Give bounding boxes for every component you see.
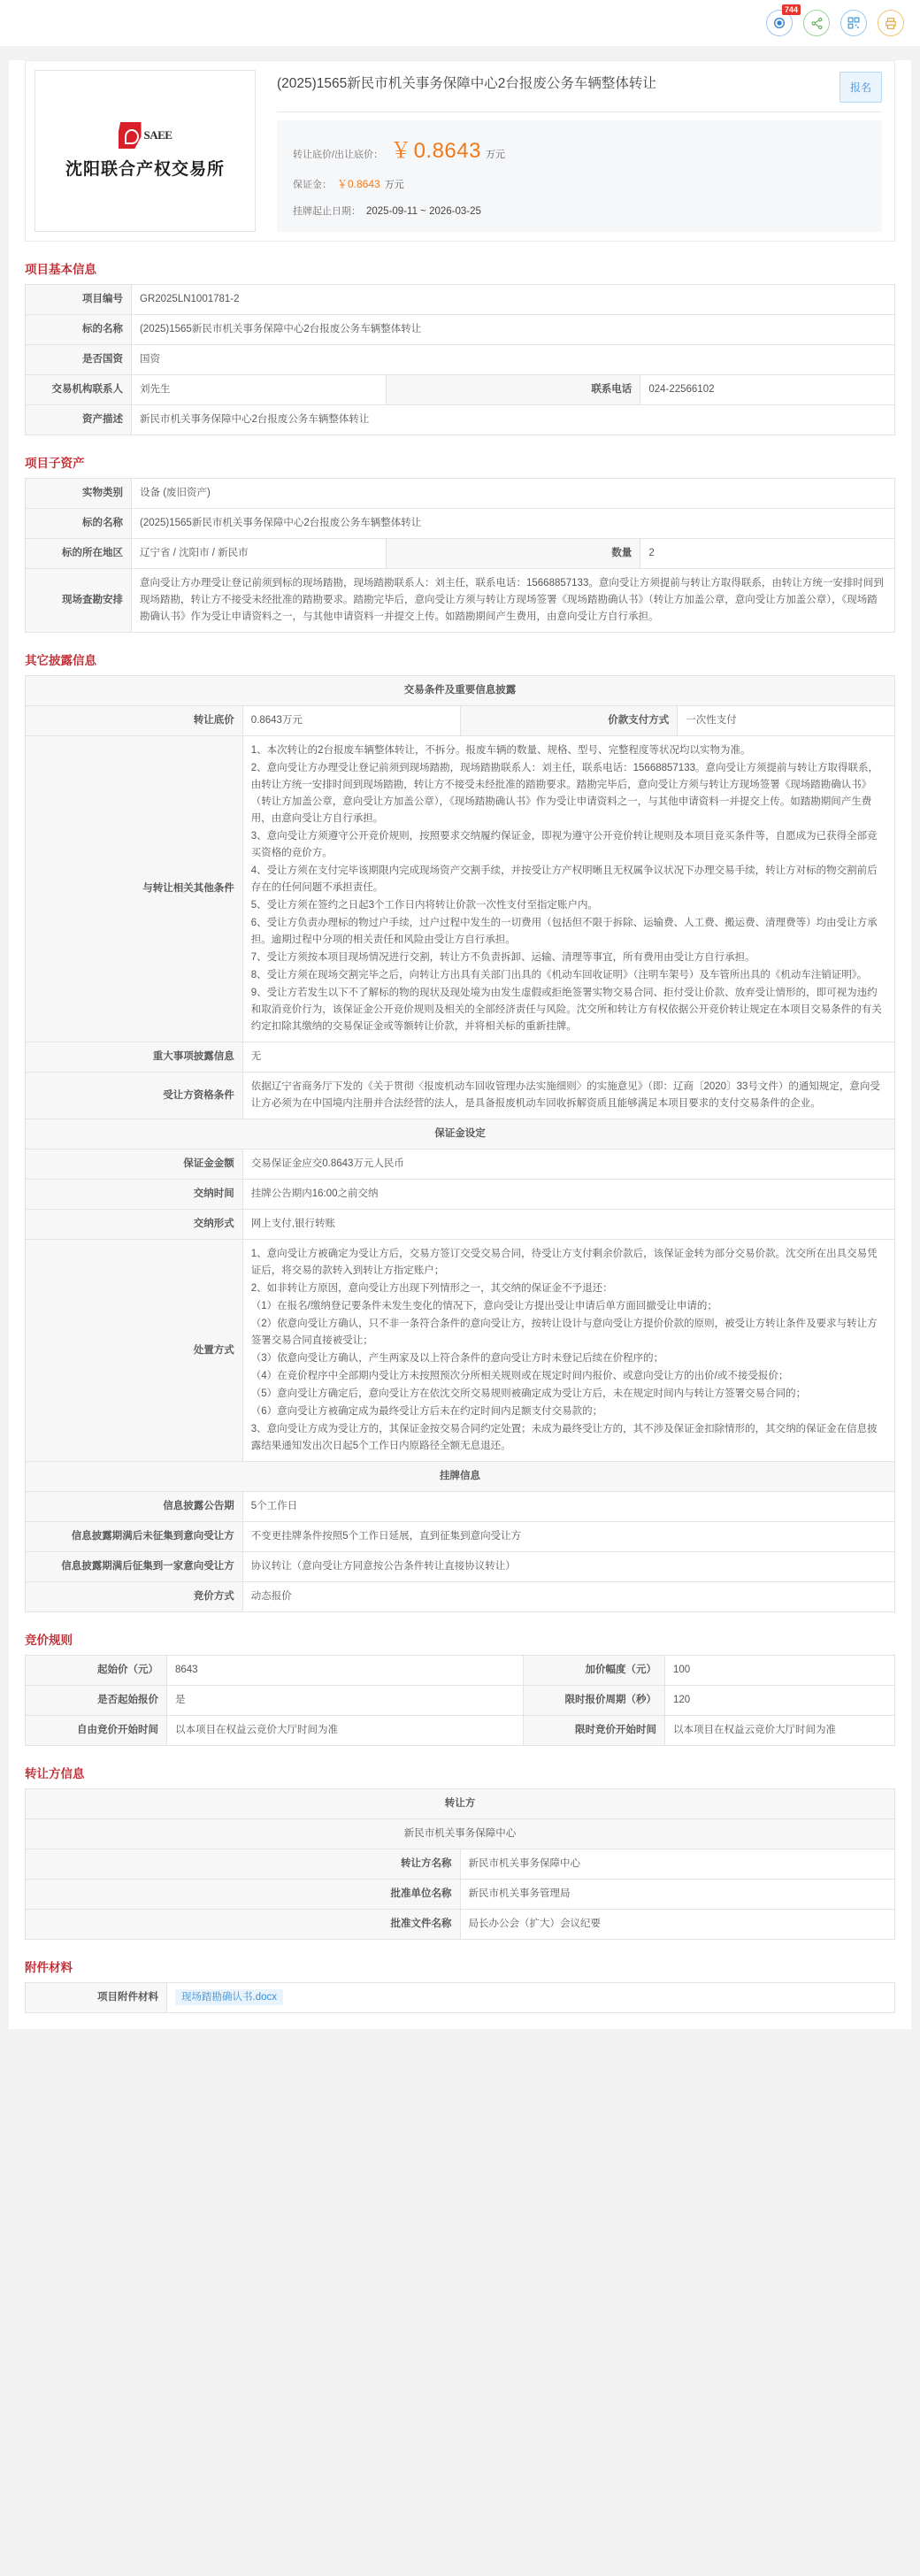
listing-period-label: 挂牌起止日期： <box>293 206 361 217</box>
table-row <box>26 736 895 1042</box>
row-value: 交易保证金应交0.8643万元人民币 <box>242 1150 894 1180</box>
row-label: 限时报价周期（秒） <box>524 1686 665 1716</box>
row-label: 现场查勘安排 <box>26 569 132 633</box>
header-cell: 交易条件及重要信息披露 <box>26 676 895 706</box>
list-item: 4、受让方须在支付完毕该期限内完成现场资产交割手续，并按受让方产权明晰且无权属争议状况下办理交易手续，转让方对标的物交割前后存在的任何问题不承担责任。 <box>250 865 878 893</box>
row-label: 批准文件名称 <box>26 1910 461 1940</box>
row-value: 国资 <box>132 345 895 375</box>
row-label: 处置方式 <box>26 1240 243 1462</box>
attachments-table <box>25 1982 895 2013</box>
basic-info-table <box>25 284 895 435</box>
row-value: 一次性支付 <box>678 706 895 736</box>
row-label: 交易机构联系人 <box>26 375 132 405</box>
row-label: 实物类别 <box>26 479 132 509</box>
row-value: 辽宁省 / 沈阳市 / 新民市 <box>132 539 387 569</box>
table-row <box>26 539 895 569</box>
row-value: 新民市机关事务保障中心 <box>460 1849 895 1880</box>
row-label: 是否国资 <box>26 345 132 375</box>
hero-panel <box>25 60 895 242</box>
table-row <box>26 1150 895 1180</box>
row-label: 信息披露期满后未征集到意向受让方 <box>26 1522 243 1552</box>
row-value: 动态报价 <box>242 1582 894 1612</box>
table-row <box>26 1240 895 1462</box>
price-summary-box <box>277 120 882 232</box>
table-row <box>26 285 895 315</box>
row-label: 竞价方式 <box>26 1582 243 1612</box>
row-label: 信息披露期满后征集到一家意向受让方 <box>26 1552 243 1582</box>
list-item: 8、受让方须在现场交割完毕之后，向转让方出具有关部门出具的《机动车回收证明》（注明车架号）及车管所出具的《机动车注销证明》。 <box>250 970 868 980</box>
table-row <box>26 1582 895 1612</box>
table-row <box>26 1656 895 1686</box>
saee-logo-mark <box>119 122 172 149</box>
table-row <box>26 405 895 435</box>
row-value: 新民市机关事务管理局 <box>460 1880 895 1910</box>
row-label: 项目附件材料 <box>26 1983 167 2013</box>
row-value: 以本项目在权益云竞价大厅时间为准 <box>167 1716 524 1746</box>
table-row <box>26 1492 895 1522</box>
header-cell: 转让方 <box>26 1789 895 1819</box>
list-item: 1、意向受让方被确定为受让方后，交易方签订交受交易合同，待受让方支付剩余价款后，该保证金转为部分交易价款。沈交所在出具交易凭证后，将交易的款转入到转让方指定账户； <box>250 1249 878 1276</box>
list-item: 3、意向受让方成为受让方的，其保证金按交易合同约定处置；未成为最终受让方的，其不涉及保证金扣除情形的，其交纳的保证金在信息披露结果通知发出次日起5个工作日内原路径全额无息退还。 <box>250 1424 878 1451</box>
row-label: 联系电话 <box>386 375 640 405</box>
print-button[interactable] <box>878 10 904 36</box>
subasset-table <box>25 478 895 633</box>
content-shell <box>9 60 911 2029</box>
table-row <box>26 1983 895 2013</box>
exchange-name: 沈阳联合产权交易所 <box>65 160 225 179</box>
table-row <box>26 569 895 633</box>
saee-logo-text: SAEE <box>143 128 172 142</box>
table-row <box>26 1880 895 1910</box>
floor-price-label: 转让底价/出让底价： <box>293 150 384 160</box>
list-item: 5、受让方须在签约之日起3个工作日内将转让价款一次性支付至指定账户内。 <box>250 900 599 911</box>
row-label: 资产描述 <box>26 405 132 435</box>
table-row <box>26 1210 895 1240</box>
row-label: 价款支付方式 <box>460 706 678 736</box>
row-value: 以本项目在权益云竞价大厅时间为准 <box>665 1716 895 1746</box>
row-label: 起始价（元） <box>26 1656 167 1686</box>
row-value: 0.8643万元 <box>242 706 460 736</box>
header-cell: 挂牌信息 <box>26 1462 895 1492</box>
row-value: 8643 <box>167 1656 524 1686</box>
share-button[interactable] <box>803 10 830 36</box>
row-label: 重大事项披露信息 <box>26 1042 243 1073</box>
floor-price-value: 0.8643 <box>413 139 481 163</box>
list-item: 2、意向受让方办理受让登记前须到现场踏勘，现场踏勘联系人：刘主任，联系电话：15668857133。意向受让方须提前与转让方取得联系，由转让方统一安排时间到现场踏勘，转让方不接受未经批准的踏勘要求。踏勘完毕后，意向受让方须与转让方现场签署《现场踏勘确认书》（转让方加盖公章，意向受让方加盖公章），《现场踏勘确认书》作为受让申请资料之一，与其他申请资料一并提交上传。如踏勘期间产生费用，由意向受让方自行承担。 <box>250 763 878 824</box>
row-value: GR2025LN1001781-2 <box>132 285 895 315</box>
top-toolbar <box>0 0 920 46</box>
row-value: 意向受让方办理受让登记前须到标的现场踏勘，现场踏勘联系人：刘主任，联系电话：15668857133。意向受让方须提前与转让方取得联系，由转让方统一安排时间到现场踏勘，转让方不接受未经批准的踏勘要求。踏勘完毕后，意向受让方须与转让方现场签署《现场踏勘确认书》（转让方加盖公章，意向受让方加盖公章），《现场踏勘确认书》作为受让申请资料之一，与其他申请资料一并提交上传。如踏勘期间产生费用，由意向受让方自行承担。 <box>132 569 895 633</box>
row-label: 批准单位名称 <box>26 1880 461 1910</box>
exchange-logo <box>34 70 256 232</box>
table-row <box>26 509 895 539</box>
list-item: （3）依意向受让方确认，产生两家及以上符合条件的意向受让方时未登记后续在价程序的； <box>250 1353 664 1364</box>
hero-details <box>264 61 894 241</box>
row-value: 100 <box>665 1656 895 1686</box>
row-value: 挂牌公告期内16:00之前交纳 <box>242 1180 894 1210</box>
list-item: （4）在竞价程序中全部期内受让方未按照预次分所相关规则或在规定时间内报价、或意向受让方的出价/或不接受报价； <box>250 1371 789 1381</box>
section-title-basic: 项目基本信息 <box>25 263 96 276</box>
row-value: 120 <box>665 1686 895 1716</box>
page-title: (2025)1565新民市机关事务保障中心2台报废公务车辆整体转让 <box>277 76 656 91</box>
row-value: 5个工作日 <box>242 1492 894 1522</box>
view-count-button[interactable] <box>766 5 798 36</box>
row-label: 转让方名称 <box>26 1849 461 1880</box>
row-value: 不变更挂牌条件按照5个工作日延展，直到征集到意向受让方 <box>242 1522 894 1552</box>
row-value: 是 <box>167 1686 524 1716</box>
table-row <box>26 1180 895 1210</box>
deposit-value: ￥0.8643 <box>337 178 380 190</box>
share-icon <box>810 17 824 30</box>
section-title-other: 其它披露信息 <box>25 654 96 667</box>
table-row <box>26 1042 895 1073</box>
table-subheader-row <box>26 1819 895 1849</box>
list-item: 3、意向受让方须遵守公开竞价规则，按照要求交纳履约保证金，即视为遵守公开竞价转让规则及本项目竞买条件等，自愿成为已获得全部竞买资格的竞价方。 <box>250 831 878 858</box>
saee-glyph-icon <box>119 122 142 149</box>
row-value: 网上支付,银行转账 <box>242 1210 894 1240</box>
eye-icon <box>772 16 786 30</box>
deposit-label: 保证金： <box>293 180 332 190</box>
qrcode-icon <box>847 17 860 29</box>
row-label: 自由竞价开始时间 <box>26 1716 167 1746</box>
row-value: (2025)1565新民市机关事务保障中心2台报废公务车辆整体转让 <box>132 315 895 345</box>
row-label: 数量 <box>386 539 640 569</box>
section-title-bidrules: 竞价规则 <box>25 1634 73 1647</box>
signup-button[interactable]: 报名 <box>840 72 882 103</box>
table-header-row <box>26 1462 895 1492</box>
list-item: （1）在报名/缴纳登记要条件未发生变化的情况下，意向受让方提出受让申请后单方面回撤受让申请的； <box>250 1301 717 1311</box>
table-row <box>26 1552 895 1582</box>
row-label: 限时竞价开始时间 <box>524 1716 665 1746</box>
section-title-subasset: 项目子资产 <box>25 457 85 470</box>
floor-price-line <box>293 133 866 164</box>
row-value: (2025)1565新民市机关事务保障中心2台报废公务车辆整体转让 <box>132 509 895 539</box>
row-label: 保证金金额 <box>26 1150 243 1180</box>
table-header-row <box>26 1119 895 1150</box>
table-row <box>26 1910 895 1940</box>
attachment-link[interactable]: 现场踏勘确认书.docx <box>175 1989 283 2005</box>
deposit-unit: 万元 <box>384 180 404 190</box>
table-row <box>26 1716 895 1746</box>
row-value: 024-22566102 <box>640 375 895 405</box>
list-item: 2、如非转让方原因，意向受让方出现下列情形之一，其交纳的保证金不予退还： <box>250 1283 613 1294</box>
section-title-attachments: 附件材料 <box>25 1961 73 1974</box>
row-value: 依据辽宁省商务厅下发的《关于贯彻〈报废机动车回收管理办法实施细则〉的实施意见》（即：辽商〔2020〕33号文件）的通知规定，意向受让方必须为在中国境内注册并合法经营的法人，是具备报废机动车回收拆解资质且能够满足本项目要求的支付交易条件的企业。 <box>242 1073 894 1119</box>
list-item: （2）依意向受让方确认，只不非一条符合条件的意向受让方，按转让设计与意向受让方提价价款的原则，被受让方转让条件及要求与转让方签署交易合同直接被受让； <box>250 1319 878 1346</box>
table-row <box>26 315 895 345</box>
table-row <box>26 479 895 509</box>
listing-period-value: 2025-09-11 ~ 2026-03-25 <box>366 206 481 217</box>
hero-divider <box>277 111 882 112</box>
table-row <box>26 1522 895 1552</box>
row-label: 项目编号 <box>26 285 132 315</box>
table-row <box>26 706 895 736</box>
floor-price-currency: ￥ <box>390 139 412 163</box>
list-item: （6）意向受让方被确定成为最终受让方后未在约定时间内足额支付交易款的； <box>250 1406 603 1417</box>
header-cell: 保证金设定 <box>26 1119 895 1150</box>
row-value: 局长办公会（扩大）会议纪要 <box>460 1910 895 1940</box>
row-label: 标的所在地区 <box>26 539 132 569</box>
table-header-row <box>26 676 895 706</box>
table-header-row <box>26 1789 895 1819</box>
table-row <box>26 1849 895 1880</box>
row-value: 刘先生 <box>132 375 387 405</box>
row-label: 交纳时间 <box>26 1180 243 1210</box>
table-row <box>26 1073 895 1119</box>
list-item: （5）意向受让方确定后，意向受让方在依沈交所交易规则被确定成为受让方后，未在规定时间内与转让方签署交易合同的； <box>250 1388 807 1399</box>
listing-period-line <box>293 204 866 218</box>
bid-rules-table <box>25 1655 895 1746</box>
view-count-badge: 744 <box>782 4 801 15</box>
section-title-transferor: 转让方信息 <box>25 1767 85 1780</box>
list-item: 7、受让方须按本项目现场情况进行交割，转让方不负责拆卸、运输、清理等事宜，所有费用由受让方自行承担。 <box>250 952 755 963</box>
row-label: 标的名称 <box>26 509 132 539</box>
qrcode-button[interactable] <box>840 10 867 36</box>
list-item: 1、本次转让的2台报废车辆整体转让，不拆分。报废车辆的数量、规格、型号、完整程度等状况均以实物为准。 <box>250 745 751 756</box>
table-row <box>26 375 895 405</box>
transferor-table <box>25 1788 895 1940</box>
table-row <box>26 345 895 375</box>
table-row <box>26 1686 895 1716</box>
row-value: 设备 (废旧资产) <box>132 479 895 509</box>
row-label: 信息披露公告期 <box>26 1492 243 1522</box>
row-value: 协议转让（意向受让方同意按公告条件转让直接协议转让） <box>242 1552 894 1582</box>
hero-title-row <box>277 72 882 103</box>
list-item: 9、受让方若发生以下不了解标的物的现状及现处境为由发生虚假或拒绝签署实物交易合同、拒付受让价款、放弃受让情形的，即可视为违约和取消竞价行为，该保证金公开竞价规则及相关的全部经济责任与风险。沈交所和转让方有权依据公开竞价转让规定在本项目交易条件的有关约定扣除其缴纳的交易保证金或等额转让价款，并将相关标的重新挂牌。 <box>250 988 882 1032</box>
row-label: 转让底价 <box>26 706 243 736</box>
row-label: 与转让相关其他条件 <box>26 736 243 1042</box>
floor-price-unit: 万元 <box>485 150 505 160</box>
deposit-line <box>293 176 866 191</box>
row-label: 交纳形式 <box>26 1210 243 1240</box>
row-label: 标的名称 <box>26 315 132 345</box>
row-value: 无 <box>242 1042 894 1073</box>
row-value: 2 <box>640 539 895 569</box>
row-label: 受让方资格条件 <box>26 1073 243 1119</box>
row-value: 新民市机关事务保障中心2台报废公务车辆整体转让 <box>132 405 895 435</box>
row-value <box>242 1240 894 1462</box>
other-disclosure-table <box>25 675 895 1612</box>
row-label: 是否起始报价 <box>26 1686 167 1716</box>
row-value <box>242 736 894 1042</box>
print-icon <box>885 17 897 30</box>
list-item: 6、受让方负责办理标的物过户手续，过户过程中发生的一切费用（包括但不限于拆除、运输费、人工费、搬运费、清理费等）均由受让方承担。逾期过程中分项的相关责任和风险由受让方自行承担。 <box>250 918 878 945</box>
subheader-cell: 新民市机关事务保障中心 <box>26 1819 895 1849</box>
row-label: 加价幅度（元） <box>524 1656 665 1686</box>
row-value <box>167 1983 895 2013</box>
